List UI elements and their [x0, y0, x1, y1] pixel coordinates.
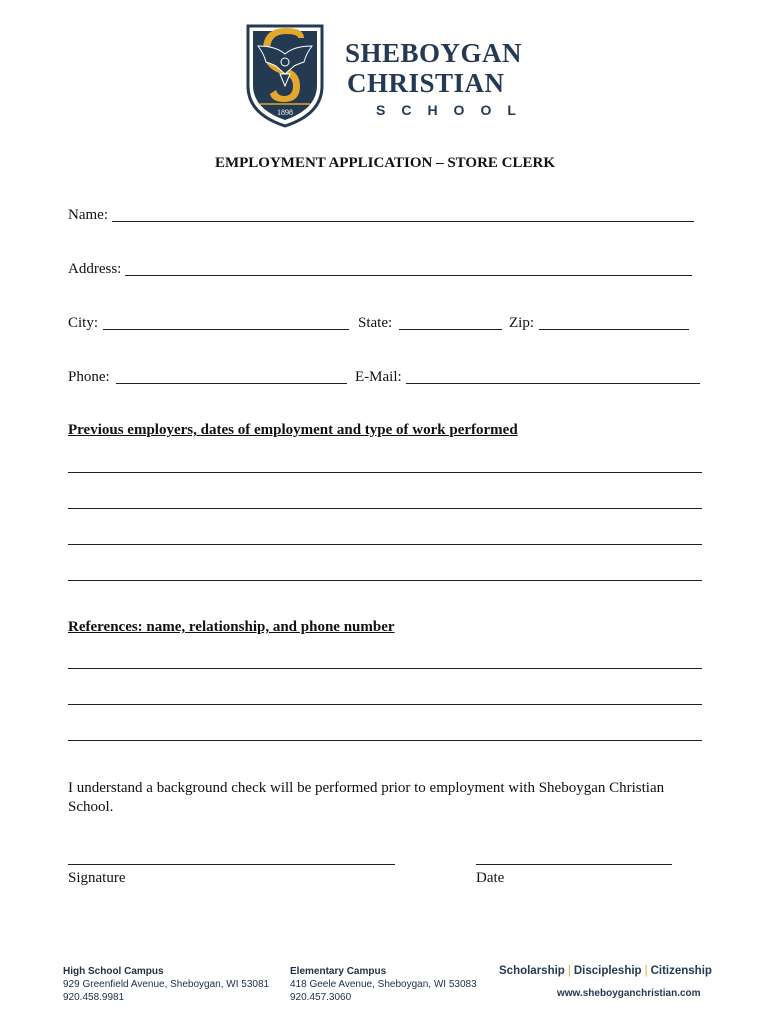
phone-field[interactable]	[116, 383, 347, 384]
phone-label: Phone:	[68, 369, 110, 385]
hs-campus-address: 929 Greenfield Avenue, Sheboygan, WI 53081	[63, 979, 270, 990]
school-name-line1: SHEBOYGAN	[345, 38, 523, 68]
form-title: EMPLOYMENT APPLICATION – STORE CLERK	[214, 155, 556, 171]
address-label: Address:	[68, 261, 122, 277]
website-link[interactable]: www.sheboyganchristian.com	[557, 988, 701, 999]
city-field[interactable]	[103, 329, 349, 330]
reference-line-1[interactable]	[68, 668, 702, 669]
tagline-item-citizenship: Citizenship	[650, 965, 712, 977]
state-label: State:	[358, 315, 393, 331]
reference-line-2[interactable]	[68, 704, 702, 705]
employer-line-3[interactable]	[68, 544, 702, 545]
name-field[interactable]	[112, 221, 694, 222]
date-field[interactable]	[476, 864, 672, 865]
employer-line-4[interactable]	[68, 580, 702, 581]
tagline-item-scholarship: Scholarship	[499, 965, 565, 977]
acknowledgement-text: I understand a background check will be performed prior to employment with Sheboygan Christian School.	[68, 780, 665, 815]
zip-label: Zip:	[509, 315, 534, 331]
elem-campus-phone: 920.457.3060	[290, 992, 352, 1003]
elem-campus-title: Elementary Campus	[290, 966, 387, 977]
reference-line-3[interactable]	[68, 740, 702, 741]
tagline-item-discipleship: Discipleship	[573, 965, 642, 977]
state-field[interactable]	[399, 329, 502, 330]
elem-campus-address: 418 Geele Avenue, Sheboygan, WI 53083	[290, 979, 477, 990]
employer-line-2[interactable]	[68, 508, 702, 509]
school-name-line3: SCHOOL	[376, 102, 532, 118]
email-label: E-Mail:	[355, 369, 402, 385]
address-field[interactable]	[125, 275, 692, 276]
date-label: Date	[476, 870, 505, 886]
svg-text:1898: 1898	[277, 108, 293, 117]
employer-line-1[interactable]	[68, 472, 702, 473]
city-label: City:	[68, 315, 99, 331]
school-name-line2: CHRISTIAN	[347, 68, 505, 98]
name-label: Name:	[68, 207, 108, 223]
hs-campus-phone: 920.458.9981	[63, 992, 125, 1003]
employers-heading: Previous employers, dates of employment and type of work performed	[68, 422, 518, 438]
signature-field[interactable]	[68, 864, 395, 865]
tagline: Scholarship | Discipleship | Citizenship	[499, 965, 712, 977]
zip-field[interactable]	[539, 329, 689, 330]
hs-campus-title: High School Campus	[63, 966, 164, 977]
email-field[interactable]	[406, 383, 700, 384]
school-logo	[246, 24, 546, 132]
crest-shield-icon	[246, 24, 324, 128]
references-heading: References: name, relationship, and phone number	[68, 619, 395, 635]
signature-label: Signature	[68, 870, 126, 886]
